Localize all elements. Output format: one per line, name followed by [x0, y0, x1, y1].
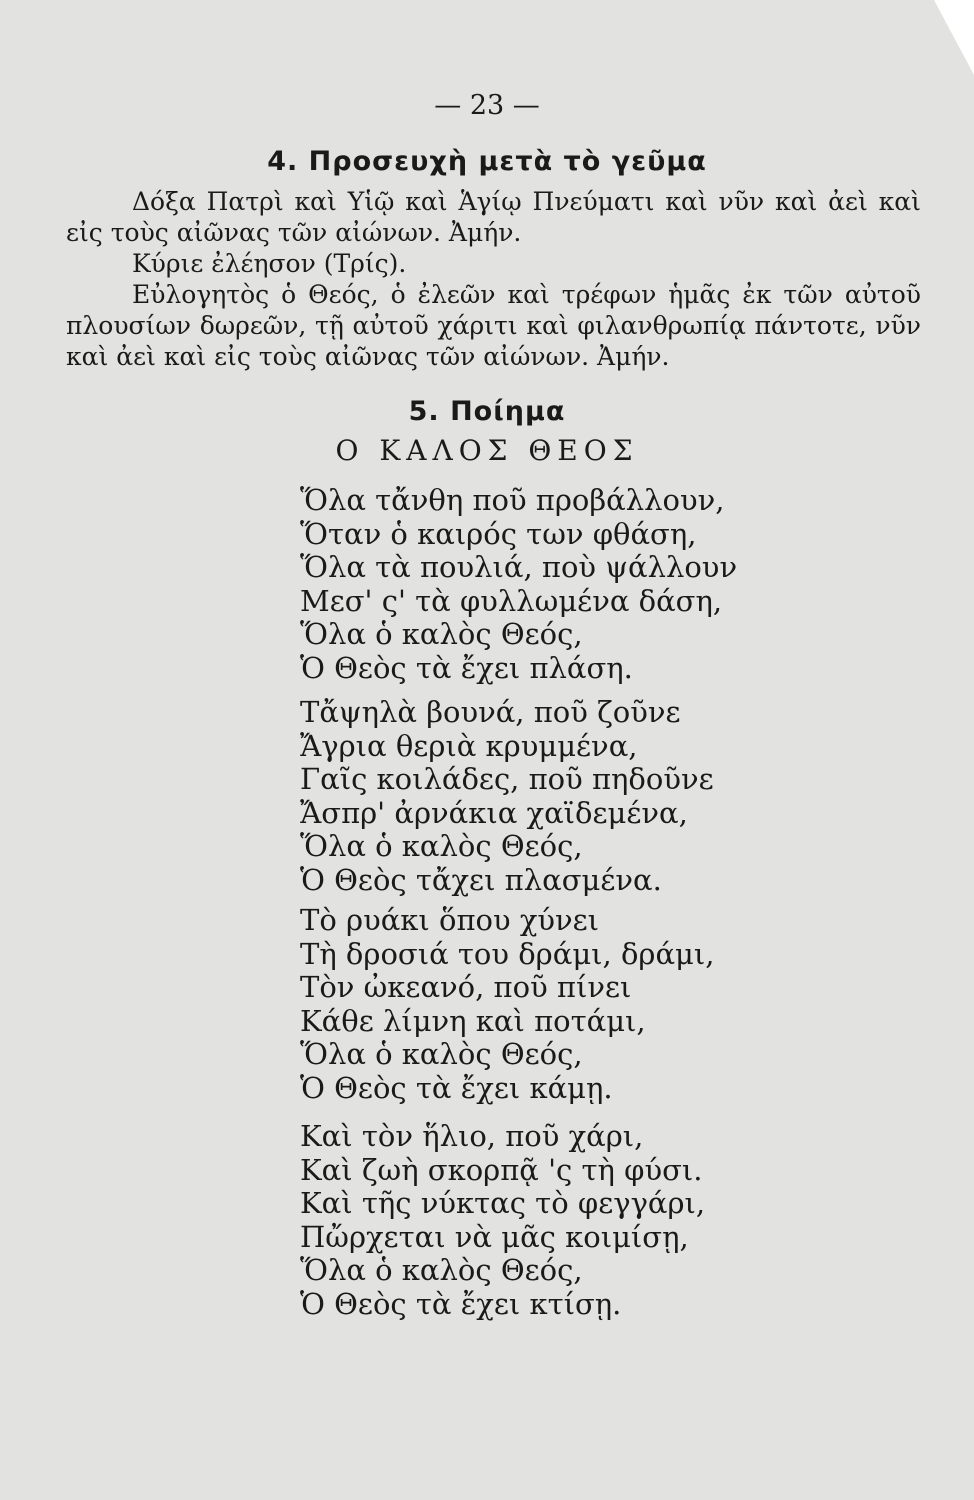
stanza-4 [300, 1120, 920, 1321]
poem-line: Ὁ Θεὸς τὰ ἔχει κτίσῃ. [300, 1286, 622, 1321]
poem-line: Ὁ Θεὸς τὰ ἔχει πλάση. [300, 650, 633, 685]
page-number: — 23 — [434, 90, 540, 121]
poem-line: Ὅλα τἄνθη ποῦ προβάλλουν, [300, 483, 725, 517]
prayer-paragraph: Εὐλογητὸς ὁ Θεός, ὁ ἐλεῶν καὶ τρέφων ἡμᾶς ἐκ τῶν αὐτοῦ πλουσίων δωρεῶν, τῇ αὐτοῦ χάριτι καὶ φιλανθρωπίᾳ πάντοτε, νῦν καὶ ἀεὶ καὶ εἰς τοὺς αἰῶνας τῶν αἰώνων. Ἀμήν. [66, 280, 921, 371]
poem-line: Ὁ Θεὸς τὰ ἔχει κάμῃ. [300, 1070, 613, 1105]
poem-line: Ἄσπρ' ἀρνάκια χαϊδεμένα, [300, 795, 688, 830]
poem-line: Γαῖς κοιλάδες, ποῦ πηδοῦνε [300, 762, 714, 796]
poem-line: Ἄγρια θεριὰ κρυμμένα, [300, 728, 638, 763]
stanza-1 [300, 484, 920, 685]
poem-line: Ὅλα τὰ πουλιά, ποὺ ψάλλουν [300, 550, 738, 584]
poem-line: Κάθε λίμνη καὶ ποτάμι, [300, 1003, 646, 1038]
prayer-paragraph: Δόξα Πατρὶ καὶ Υἱῷ καὶ Ἁγίῳ Πνεύματι καὶ νῦν καὶ ἀεὶ καὶ εἰς τοὺς αἰῶνας τῶν αἰώνων. Ἀμήν. [66, 187, 921, 247]
section-4-heading: 4. Προσευχὴ μετὰ τὸ γεῦμα [267, 146, 707, 177]
page-corner [934, 0, 974, 75]
prayer-text [66, 186, 921, 372]
poem-line: Τὴ δροσιά του δράμι, δράμι, [300, 936, 715, 971]
stanza-3 [300, 904, 920, 1105]
stanza-2 [300, 696, 920, 897]
poem-line: Ὅταν ὁ καιρός των φθάση, [300, 516, 697, 551]
poem-line: Τὸ ρυάκι ὅπου χύνει [300, 903, 600, 937]
poem-line: Ὅλα ὁ καλὸς Θεός, [300, 617, 583, 651]
poem-line: Τἄψηλὰ βουνά, ποῦ ζοῦνε [300, 695, 681, 729]
poem-line: Ὅλα ὁ καλὸς Θεός, [300, 1253, 583, 1287]
poem-title: Ο ΚΑΛΟΣ ΘΕΟΣ [335, 434, 639, 467]
poem-line: Ὁ Θεὸς τἄχει πλασμένα. [300, 862, 662, 897]
poem-line: Ὅλα ὁ καλὸς Θεός, [300, 1037, 583, 1071]
section-5-heading: 5. Ποίημα [408, 396, 566, 427]
poem-line: Τὸν ὠκεανό, ποῦ πίνει [300, 970, 632, 1004]
prayer-paragraph: Κύριε ἐλέησον (Τρίς). [132, 249, 407, 278]
poem-line: Ὅλα ὁ καλὸς Θεός, [300, 829, 583, 863]
poem-line: Καὶ τῆς νύκτας τὸ φεγγάρι, [300, 1186, 706, 1220]
poem-line: Πὤρχεται νὰ μᾶς κοιμίσῃ, [300, 1219, 689, 1254]
poem-line: Μεσ' ς' τὰ φυλλωμένα δάση, [300, 583, 723, 618]
poem-line: Καὶ τὸν ἥλιο, ποῦ χάρι, [300, 1119, 644, 1153]
poem-line: Καὶ ζωὴ σκορπᾷ 'ς τὴ φύσι. [300, 1152, 703, 1187]
